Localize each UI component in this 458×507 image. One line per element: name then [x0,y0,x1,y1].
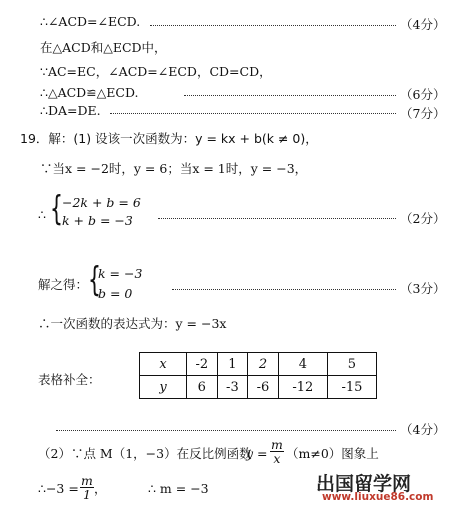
equation-2: k + b = −3 [62,213,133,228]
function-expression: ∴一次函数的表达式为：y = −3x [38,316,227,331]
therefore-symbol: ∴ [38,207,46,222]
table-row-y [140,376,377,399]
part-2-text: （2）∵点 M（1，−3）在反比例函数 [38,446,252,461]
table-cell: 2 [248,353,279,376]
solve-label: 解之得： [38,277,89,292]
table-cell: -15 [327,376,376,399]
table-cell: -6 [248,376,279,399]
fraction-m-over-x [270,438,284,465]
dot-leader [172,289,396,290]
table-header-y: y [140,376,187,399]
proof-line-3: ∵AC=EC，∠ACD=∠ECD，CD=CD， [40,64,272,79]
dot-leader [110,113,396,114]
score-7: （7分） [400,106,446,121]
part-2-tail: （m≠0）图象上 [286,446,379,461]
proof-line-2: 在△ACD和△ECD中， [40,40,167,55]
proof-line-4: ∴△ACD≌△ECD. [40,85,139,100]
watermark-url: www.liuxue86.com [322,491,434,503]
score-2: （2分） [400,211,446,226]
left-brace-icon: { [50,189,63,229]
fraction-denominator: 1 [82,487,91,502]
question-19-heading: 19．解：(1) 设该一次函数为：y = kx + b(k ≠ 0)， [20,131,318,146]
value-table [139,352,377,399]
table-cell: 5 [327,353,376,376]
fraction-numerator: m [81,473,93,488]
dot-leader [184,95,396,96]
watermark-title: 出国留学网 [316,473,412,495]
score-3: （3分） [400,281,446,296]
table-cell: -3 [217,376,248,399]
solution-k: k = −3 [98,266,143,281]
score-4: （4分） [400,17,446,32]
table-cell: -2 [187,353,218,376]
table-cell: 4 [278,353,327,376]
score-6: （6分） [400,87,446,102]
proof-line-5: ∴DA=DE. [40,103,101,118]
proof-line-1: ∴∠ACD=∠ECD. [40,14,141,29]
table-row-x [140,353,377,376]
table-cell: 1 [217,353,248,376]
left-brace-icon: { [88,260,101,300]
dot-leader [158,218,396,219]
table-cell: 6 [187,376,218,399]
final-equation-left: ∴−3 = [38,481,79,496]
table-header-x: x [140,353,187,376]
final-result: ∴ m = −3 [148,481,209,496]
condition-line: ∵当x = −2时，y = 6；当x = 1时，y = −3， [40,161,308,176]
fraction-denominator: x [273,451,281,466]
fraction-m-over-1 [80,474,94,501]
fraction-numerator: m [271,437,283,452]
score-4-second: （4分） [400,422,446,437]
equation-1: −2k + b = 6 [62,195,141,210]
table-cell: -12 [278,376,327,399]
final-equation-comma: ， [94,481,107,496]
dot-leader [150,25,396,26]
solution-b: b = 0 [98,286,133,301]
table-label: 表格补全： [38,372,101,387]
part-2-y: y = [246,446,268,461]
dot-leader [56,430,396,431]
